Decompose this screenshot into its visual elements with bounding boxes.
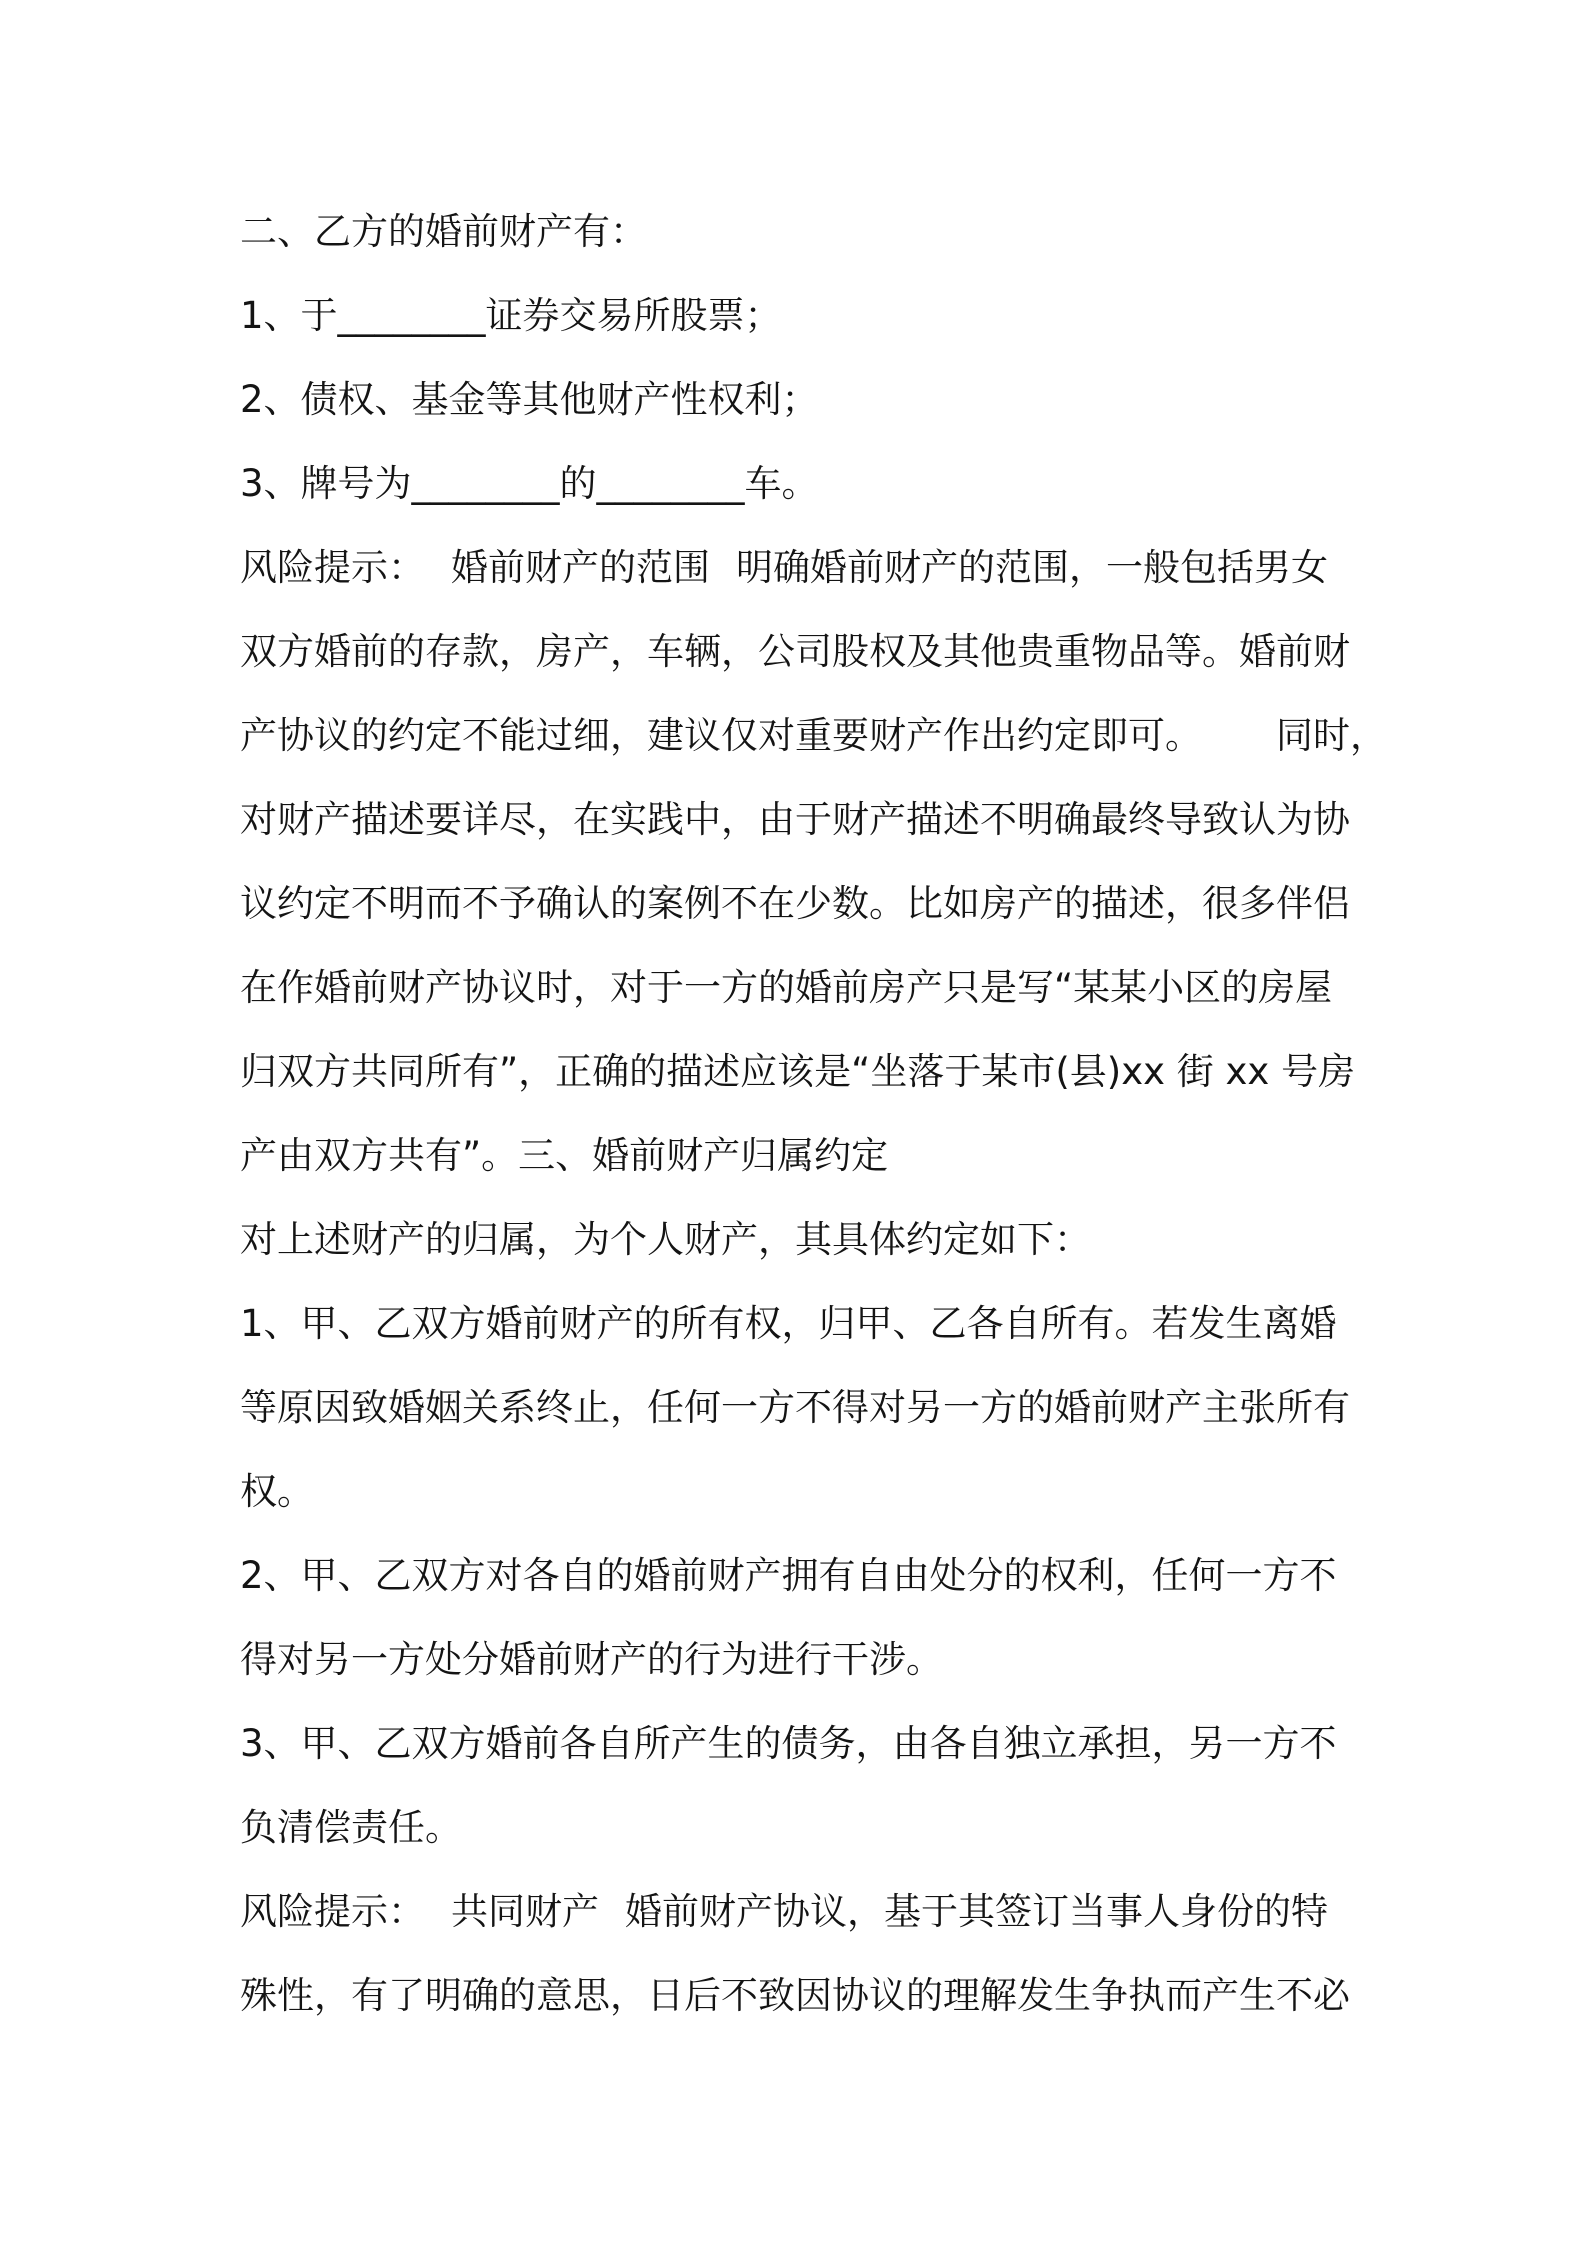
risk-note-joint-line-1: [240, 1870, 1360, 1954]
clause-3-line-1: 3、甲、乙双方婚前各自所产生的债务，由各自独立承担，另一方不: [240, 1722, 1337, 1765]
asset-item-1: [240, 274, 1360, 358]
document-page: [240, 190, 1387, 2038]
risk-note-scope: [240, 526, 1387, 1198]
risk-topic: 婚前财产的范围: [451, 546, 710, 589]
risk-text: 婚前财产协议，基于其签订当事人身份的特: [625, 1890, 1328, 1933]
risk-note-scope-line-1: [240, 526, 1360, 610]
asset-item-2-text: 2、债权、基金等其他财产性权利；: [240, 378, 819, 421]
risk-note-joint-line-2: 殊性，有了明确的意思，日后不致因协议的理解发生争执而产生不必: [240, 1974, 1350, 2017]
clause-1: [240, 1282, 1360, 1534]
risk-text-a: 产协议的约定不能过细，建议仅对重要财产作出约定即可。: [240, 714, 1202, 757]
risk-note-scope-line-3: [240, 694, 1387, 778]
risk-text-b: 同时，: [1276, 714, 1387, 757]
clause-2-line-1: 2、甲、乙双方对各自的婚前财产拥有自由处分的权利，任何一方不: [240, 1554, 1337, 1597]
risk-note-scope-line-5: 议约定不明而不予确认的案例不在少数。比如房产的描述，很多伴侣: [240, 882, 1350, 925]
clause-1-line-2: 等原因致婚姻关系终止，任何一方不得对另一方的婚前财产主张所有: [240, 1386, 1350, 1429]
risk-note-scope-line-2: 双方婚前的存款，房产，车辆，公司股权及其他贵重物品等。婚前财: [240, 630, 1350, 673]
ownership-intro: [240, 1198, 1360, 1282]
ownership-intro-text: 对上述财产的归属，为个人财产，其具体约定如下：: [240, 1218, 1091, 1261]
risk-note-scope-line-6: 在作婚前财产协议时，对于一方的婚前房产只是写“某某小区的房屋: [240, 966, 1333, 1009]
asset-item-1-text: 1、于________证券交易所股票；: [240, 294, 782, 337]
clause-1-line-3: 权。: [240, 1470, 314, 1513]
clause-2-line-2: 得对另一方处分婚前财产的行为进行干涉。: [240, 1638, 943, 1681]
asset-item-3-text: 3、牌号为________的________车。: [240, 462, 819, 505]
clause-1-line-1: 1、甲、乙双方婚前财产的所有权，归甲、乙各自所有。若发生离婚: [240, 1302, 1337, 1345]
clause-2: [240, 1534, 1360, 1702]
risk-note-joint-property: [240, 1870, 1360, 2038]
asset-item-2: [240, 358, 1360, 442]
section-heading-party-b-assets: [240, 190, 1360, 274]
risk-label: 风险提示：: [240, 546, 425, 589]
clause-3: [240, 1702, 1360, 1870]
asset-item-3: [240, 442, 1360, 526]
risk-note-scope-line-8: 产由双方共有”。三、婚前财产归属约定: [240, 1134, 889, 1177]
risk-note-scope-line-4: 对财产描述要详尽，在实践中，由于财产描述不明确最终导致认为协: [240, 798, 1350, 841]
risk-label: 风险提示：: [240, 1890, 425, 1933]
risk-note-scope-line-7: 归双方共同所有”，正确的描述应该是“坐落于某市(县)xx 街 xx 号房: [240, 1050, 1356, 1093]
heading-text: 二、乙方的婚前财产有：: [240, 210, 647, 253]
risk-topic: 共同财产: [451, 1890, 599, 1933]
clause-3-line-2: 负清偿责任。: [240, 1806, 462, 1849]
risk-text: 明确婚前财产的范围，一般包括男女: [736, 546, 1328, 589]
